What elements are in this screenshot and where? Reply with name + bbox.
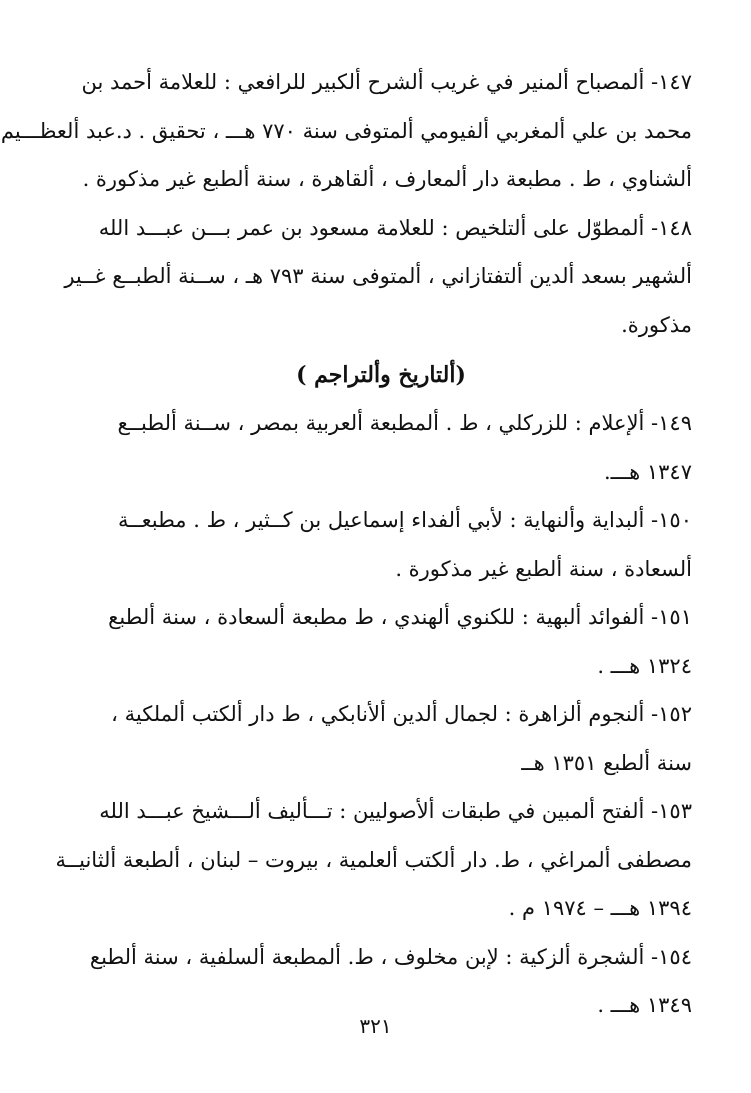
entry-line: ١٥٤- ألشجرة ألزكية : لإبن مخلوف ، ط. ألمطبعة ألسلفية ، سنة ألطبع — [89, 944, 692, 969]
entry-line: ألسعادة ، سنة ألطبع غير مذكورة . — [395, 556, 692, 581]
bibliography-entry-151 — [70, 593, 692, 690]
entry-line: ١٤٧- ألمصباح ألمنير في غريب ألشرح ألكبير للرافعي : للعلامة أحمد بن — [81, 70, 692, 94]
bibliography-entry-153 — [55, 787, 692, 933]
entry-line: مذكورة. — [621, 312, 692, 337]
entry-line: ١٣٤٩ هـــ . — [597, 993, 692, 1017]
bibliography-entry-152 — [70, 690, 692, 787]
bibliography-entry-147 — [0, 58, 692, 204]
section-heading: (ألتاريخ وألتراجم ) — [296, 362, 466, 388]
bibliography-entry-148 — [64, 204, 692, 350]
bibliography-entry-150 — [70, 496, 692, 593]
entry-line: ١٥١- ألفوائد ألبهية : للكنوي ألهندي ، ط مطبعة ألسعادة ، سنة ألطبع — [108, 605, 692, 629]
entry-line: ١٤٩- ألإعلام : للزركلي ، ط . ألمطبعة ألعربية بمصر ، ســنة ألطبــع — [117, 411, 692, 435]
entry-line: ١٥٢- ألنجوم ألزاهرة : لجمال ألدين ألأنابكي ، ط دار ألكتب ألملكية ، — [111, 702, 692, 726]
bibliography-entry-149 — [70, 399, 692, 496]
entry-line: ١٣٢٤ هـــ . — [597, 653, 692, 678]
entry-line: سنة ألطبع ١٣٥١ هــ — [521, 750, 692, 775]
entry-line: ألشناوي ، ط . مطبعة دار ألمعارف ، ألقاهرة ، سنة ألطبع غير مذكورة . — [82, 167, 692, 191]
entry-line: ١٥٣- ألفتح ألمبين في طبقات ألأصوليين : تـــأليف ألـــشيخ عبـــد الله — [99, 799, 692, 823]
entry-line: ألشهير بسعد ألدين ألتفتازاني ، ألمتوفى سنة ٧٩٣ هـ ، ســنة ألطبــع غــير — [64, 264, 692, 288]
entry-line: ١٤٨- ألمطوّل على ألتلخيص : للعلامة مسعود بن عمر بـــن عبـــد الله — [98, 215, 692, 240]
entry-line: مصطفى ألمراغي ، ط. دار ألكتب ألعلمية ، بيروت – لبنان ، ألطبعة ألثانيــة — [55, 847, 692, 872]
entry-line: ١٣٩٤ هـــ – ١٩٧٤ م . — [508, 896, 692, 920]
entry-line: ١٥٠- ألبداية وألنهاية : لأبي ألفداء إسماعيل بن كــثير ، ط . مطبعــة — [118, 508, 692, 532]
page-content — [0, 58, 692, 1030]
page-number: ٣٢١ — [359, 1014, 392, 1038]
entry-line: محمد بن علي ألمغربي ألفيومي ألمتوفى سنة ٧٧٠ هـــ ، تحقيق . د.عبد ألعظـــيم — [0, 118, 692, 143]
entry-line: ١٣٤٧ هـــ. — [603, 459, 692, 484]
